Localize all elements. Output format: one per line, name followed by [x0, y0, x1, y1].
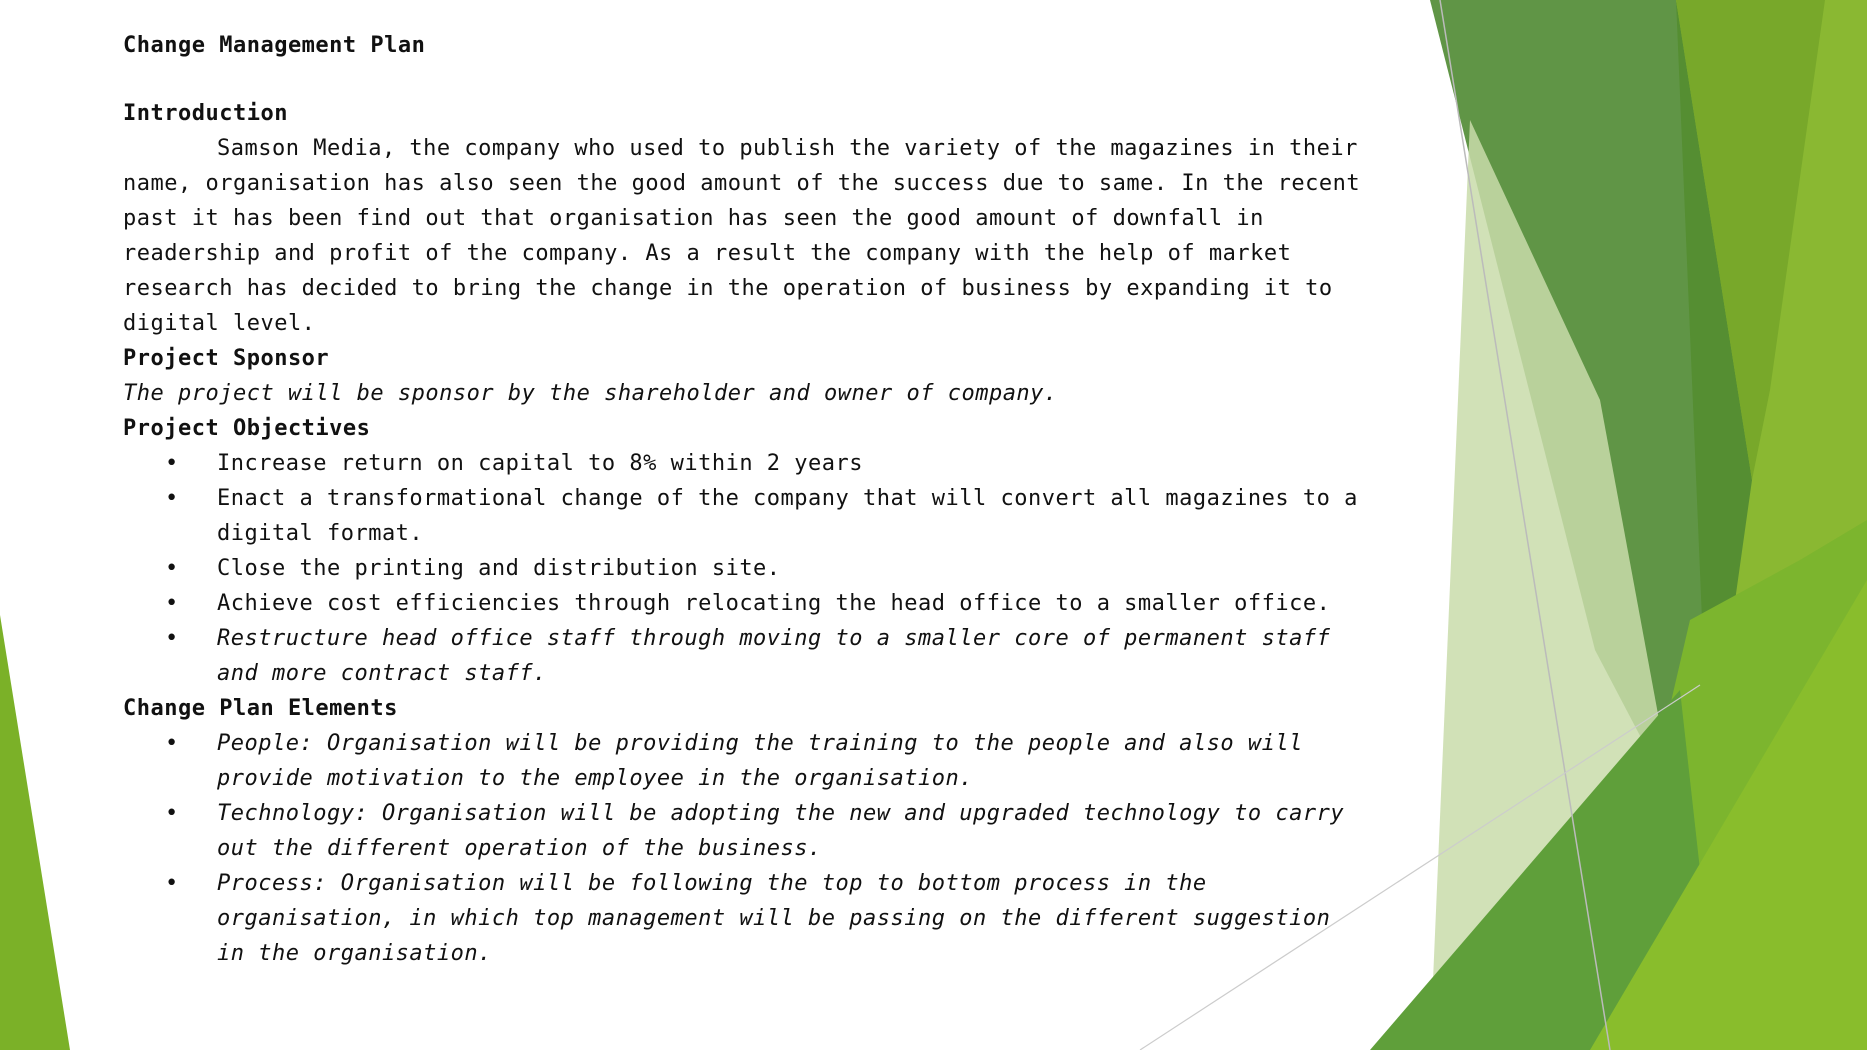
- list-item: [123, 866, 1363, 971]
- list-item: [123, 796, 1363, 866]
- list-item: [123, 621, 1363, 691]
- list-item: [123, 726, 1363, 796]
- bullet-icon: •: [165, 731, 179, 756]
- objective-text: Close the printing and distribution site.: [217, 556, 781, 581]
- list-item: [123, 446, 1363, 481]
- element-text: Process: Organisation will be following the top to bottom process in the organisation, in which top management will be passing on the different suggestion in the organisation.: [217, 871, 1331, 966]
- elements-list: [123, 726, 1363, 971]
- list-item: [123, 586, 1363, 621]
- objectives-list: [123, 446, 1363, 691]
- document-title: Change Management Plan: [123, 33, 426, 58]
- document-body: [123, 28, 1363, 971]
- introduction-heading: Introduction: [123, 101, 288, 126]
- objective-text: Achieve cost efficiencies through relocating the head office to a smaller office.: [217, 591, 1331, 616]
- objectives-heading: Project Objectives: [123, 416, 371, 441]
- bullet-icon: •: [165, 591, 179, 616]
- left-green-shape: [0, 615, 70, 1050]
- bullet-icon: •: [165, 451, 179, 476]
- bullet-icon: •: [165, 871, 179, 896]
- objective-text: Enact a transformational change of the company that will convert all magazines to a digital format.: [217, 486, 1358, 546]
- bullet-icon: •: [165, 556, 179, 581]
- objective-text: Increase return on capital to 8% within 2 years: [217, 451, 864, 476]
- sponsor-heading: Project Sponsor: [123, 346, 330, 371]
- elements-heading: Change Plan Elements: [123, 696, 398, 721]
- sponsor-text: The project will be sponsor by the shareholder and owner of company.: [123, 381, 1058, 406]
- list-item: [123, 551, 1363, 586]
- bullet-icon: •: [165, 801, 179, 826]
- bullet-icon: •: [165, 486, 179, 511]
- element-text: People: Organisation will be providing the training to the people and also will provide motivation to the employee in the organisation.: [217, 731, 1303, 791]
- introduction-text: Samson Media, the company who used to publish the variety of the magazines in their name, organisation has also seen the good amount of the success due to same. In the recent past it has been find out that organisation has seen the good amount of downfall in readership and profit of the company. As a result the company with the help of market research has decided to bring the change in the operation of business by expanding it to digital level.: [123, 136, 1361, 336]
- objective-text: Restructure head office staff through moving to a smaller core of permanent staff and more contract staff.: [217, 626, 1331, 686]
- bullet-icon: •: [165, 626, 179, 651]
- element-text: Technology: Organisation will be adopting the new and upgraded technology to carry out the different operation of the business.: [217, 801, 1345, 861]
- list-item: [123, 481, 1363, 551]
